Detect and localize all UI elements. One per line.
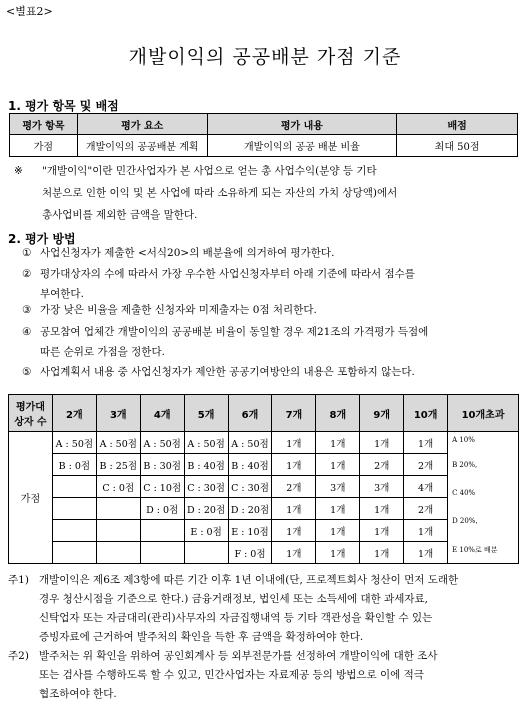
- table-cell: 2개: [272, 476, 316, 498]
- table-row: [10, 135, 518, 157]
- table-header-row: [9, 395, 519, 432]
- distribution-line: A 10%: [452, 436, 475, 444]
- column-header: 5개: [184, 395, 228, 432]
- table-cell: 1개: [316, 520, 360, 542]
- table-row: [9, 542, 519, 564]
- table-cell: 개발이익의 공공 배분 비율: [207, 135, 397, 157]
- item-line: 공모참여 업체간 개발이익의 공공배분 비율이 동일할 경우 제21조의 가격평가 득점에: [40, 326, 429, 338]
- table-cell: [140, 520, 184, 542]
- item-number: ⑤: [22, 366, 32, 378]
- table-cell: [52, 476, 96, 498]
- table-cell: 1개: [360, 498, 404, 520]
- table-cell: D : 20점: [228, 498, 272, 520]
- table-cell: B : 25점: [96, 454, 140, 476]
- footnote-line: 협조하여야 한다.: [39, 688, 117, 700]
- table-cell: [184, 542, 228, 564]
- table-cell: [52, 520, 96, 542]
- distribution-line: E 10%로 배분: [452, 546, 498, 554]
- column-header: 평가 내용: [207, 114, 397, 135]
- table-row: [9, 520, 519, 542]
- table-cell: 3개: [360, 476, 404, 498]
- table-cell: [52, 498, 96, 520]
- note-line: "개발이익"이란 민간사업자가 본 사업으로 얻는 총 사업수익(분양 등 기타: [42, 165, 377, 177]
- footnote-line: 또는 검사를 수행하도록 할 수 있고, 민간사업자는 자료제공 등의 방법으로 이에 적극: [39, 669, 424, 681]
- table-cell: 최대 50점: [397, 135, 518, 157]
- table-row: [9, 476, 519, 498]
- table-cell: F : 0점: [228, 542, 272, 564]
- table-cell: 1개: [404, 520, 448, 542]
- table-cell: D : 20점: [184, 498, 228, 520]
- footnote: [8, 647, 520, 704]
- table-cell: [96, 542, 140, 564]
- definition-note: [14, 160, 519, 226]
- corner-header: [9, 395, 53, 432]
- column-header: 8개: [316, 395, 360, 432]
- item-number: ①: [22, 247, 32, 259]
- table-cell: 4개: [404, 476, 448, 498]
- distribution-line: C 40%: [452, 489, 476, 497]
- column-header: 평가 항목: [10, 114, 78, 135]
- table-cell: [96, 520, 140, 542]
- table-cell: D : 0점: [140, 498, 184, 520]
- table-cell: 가점: [10, 135, 78, 157]
- over-ten-distribution: [448, 432, 519, 564]
- section2-heading: 2. 평가 방법: [8, 232, 76, 246]
- table-cell: A : 50점: [52, 432, 96, 454]
- table-cell: [96, 498, 140, 520]
- table-cell: [140, 542, 184, 564]
- note-line: 처분으로 인한 이익 및 본 사업에 따라 소유하게 되는 자산의 가치 상당액)에서: [42, 187, 398, 199]
- method-item: [22, 243, 522, 263]
- footnote-line: 개발이익은 제6조 제3항에 따른 기간 이후 1년 이내에(단, 프로젝트회사 청산이 먼저 도래한: [39, 574, 459, 586]
- table-header-row: [10, 114, 518, 135]
- table-cell: 1개: [404, 432, 448, 454]
- item-line: 가장 낮은 비율을 제출한 신청자와 미제출자는 0점 처리한다.: [40, 304, 317, 316]
- row-label: 가점: [9, 432, 53, 564]
- footnote-line: 발주처는 위 확인을 위하여 공인회계사 등 외부전문가를 선정하여 개발이익에 대한 조사: [39, 650, 438, 662]
- column-header: 10개: [404, 395, 448, 432]
- table-cell: C : 10점: [140, 476, 184, 498]
- item-line: 부여한다.: [40, 288, 84, 300]
- table-cell: 1개: [272, 432, 316, 454]
- table-cell: B : 40점: [228, 454, 272, 476]
- footnote-line: 증빙자료에 근거하여 발주처의 확인을 득한 후 금액을 확정하여야 한다.: [39, 631, 364, 643]
- table-cell: C : 30점: [228, 476, 272, 498]
- item-line: 따른 순위로 가점을 정한다.: [40, 346, 165, 358]
- table-cell: 1개: [360, 432, 404, 454]
- column-header: 10개초과: [448, 395, 519, 432]
- table-cell: 개발이익의 공공배분 계획: [77, 135, 207, 157]
- table-row: [9, 498, 519, 520]
- table-cell: E : 0점: [184, 520, 228, 542]
- column-header: 평가 요소: [77, 114, 207, 135]
- item-line: 사업신청자가 제출한 <서식20>의 배분율에 의거하여 평가한다.: [40, 247, 335, 259]
- table-cell: A : 50점: [184, 432, 228, 454]
- table-cell: 1개: [316, 432, 360, 454]
- table-cell: E : 10점: [228, 520, 272, 542]
- table-cell: C : 0점: [96, 476, 140, 498]
- table-cell: 1개: [316, 454, 360, 476]
- table-cell: 1개: [272, 542, 316, 564]
- table-cell: 2개: [360, 454, 404, 476]
- corner-line: 평가대: [15, 402, 45, 413]
- item-number: ④: [22, 326, 32, 338]
- footnote-line: 경우 청산시점을 기준으로 한다.) 금융거래정보, 법인세 또는 소득세에 대한 과세자료,: [39, 593, 429, 605]
- column-header: 9개: [360, 395, 404, 432]
- evaluation-item-table: [9, 113, 518, 157]
- table-cell: 2개: [404, 498, 448, 520]
- note-line: 총사업비를 제외한 금액을 말한다.: [42, 209, 198, 221]
- column-header: 4개: [140, 395, 184, 432]
- table-cell: 1개: [360, 542, 404, 564]
- table-cell: 1개: [316, 542, 360, 564]
- item-line: 평가대상자의 수에 따라서 가장 우수한 사업신청자부터 아래 기준에 따라서 점수를: [40, 268, 415, 280]
- item-number: ②: [22, 268, 32, 280]
- table-cell: A : 50점: [228, 432, 272, 454]
- note-mark: ※: [14, 165, 23, 177]
- table-cell: 2개: [404, 454, 448, 476]
- table-cell: 1개: [360, 520, 404, 542]
- column-header: 배점: [397, 114, 518, 135]
- item-line: 사업계획서 내용 중 사업신청자가 제안한 공공기여방안의 내용은 포함하지 않는다.: [40, 366, 415, 378]
- column-header: 3개: [96, 395, 140, 432]
- table-cell: [52, 542, 96, 564]
- column-header: 2개: [52, 395, 96, 432]
- method-item: [22, 300, 522, 320]
- table-cell: 3개: [316, 476, 360, 498]
- item-number: ③: [22, 304, 32, 316]
- method-item: [22, 322, 522, 362]
- table-cell: B : 0점: [52, 454, 96, 476]
- corner-line: 상자 수: [14, 417, 47, 428]
- table-row: [9, 432, 519, 454]
- column-header: 7개: [272, 395, 316, 432]
- table-cell: C : 30점: [184, 476, 228, 498]
- column-header: 6개: [228, 395, 272, 432]
- document-title: 개발이익의 공공배분 가점 기준: [128, 46, 402, 68]
- distribution-line: B 20%,: [452, 461, 478, 469]
- table-cell: A : 50점: [140, 432, 184, 454]
- table-cell: 1개: [404, 542, 448, 564]
- table-row: [9, 454, 519, 476]
- section1-heading: 1. 평가 항목 및 배점: [8, 99, 119, 113]
- method-item: [22, 362, 522, 382]
- footnote-label: 주2): [8, 650, 29, 662]
- table-cell: B : 30점: [140, 454, 184, 476]
- table-cell: B : 40점: [184, 454, 228, 476]
- footnote-line: 신탁업자 또는 자금대리(관리)사무자의 자금집행내역 등 기타 객관성을 확인할 수 있는: [39, 612, 433, 624]
- footnote: [8, 571, 520, 647]
- score-allocation-table: [8, 394, 519, 564]
- footnote-label: 주1): [8, 574, 29, 586]
- distribution-line: D 20%,: [452, 517, 478, 525]
- table-cell: 1개: [316, 498, 360, 520]
- method-item: [22, 264, 522, 304]
- table-cell: 1개: [272, 520, 316, 542]
- table-cell: 1개: [272, 454, 316, 476]
- table-cell: A : 50점: [96, 432, 140, 454]
- table-cell: 1개: [272, 498, 316, 520]
- attachment-label: <별표2>: [6, 5, 53, 18]
